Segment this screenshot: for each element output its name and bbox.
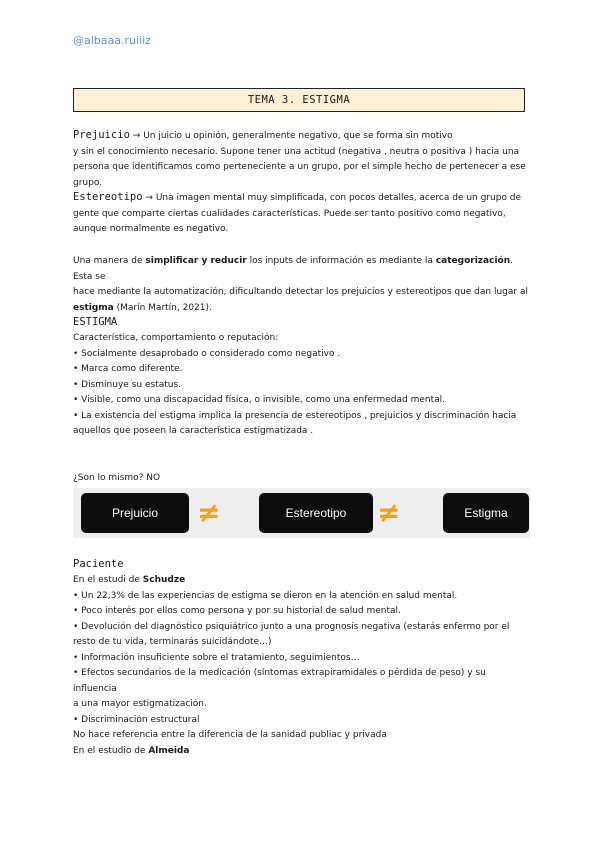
list-item: • Un 22,3% de las experiencias de estigma se dieron en la atención en salud mental. [73, 590, 458, 601]
estereotipo-definition [73, 190, 528, 238]
list-item: • Poco interés por ellos como persona y por su historial de salud mental. [73, 606, 401, 616]
bold-term: estigma [73, 302, 114, 313]
text-line: persona que identificamos como perteneciente a un grupo, por el simple hecho de pertenecer a ese [73, 162, 526, 172]
text-span: En el estudi de [73, 575, 143, 585]
section-heading-estigma: ESTIGMA [73, 316, 118, 328]
not-equal-icon: ≠ [377, 496, 401, 529]
text-span: los inputs de información es mediante la [246, 256, 436, 266]
list-item: • Socialmente desaprobado o considerado como negativo . [73, 348, 341, 359]
question-line: ¿Son lo mismo? NO [73, 473, 161, 483]
list-item-continued: aquellos que poseen la característica estigmatizada . [73, 426, 314, 436]
text-line: y sin el conocimiento necesario. Supone tener una actitud (negativa , neutra o positiva ) hacia una [73, 146, 520, 157]
text-line: gente que comparte ciertas cualidades características. Puede ser tanto positivo como negativo, [73, 208, 506, 219]
term-prejuicio: Prejuicio [73, 129, 130, 141]
list-item-continued: resto de tu vida, terminarás suicidándote…) [73, 637, 272, 647]
list-item: • Información insuficiente sobre el tratamiento, seguimientos… [73, 652, 360, 663]
arrow-icon: → [132, 131, 141, 141]
note-line: No hace referencia entre la diferencia de la sanidad publiac y privada [73, 730, 387, 740]
not-equal-icon: ≠ [197, 496, 221, 529]
title-text: TEMA 3. ESTIGMA [247, 94, 351, 106]
text-span: (Marín Martín, 2021). [113, 302, 212, 313]
pill-estigma: Estigma [443, 493, 529, 533]
text-line: aunque normalmente es negativo. [73, 224, 229, 234]
pill-estereotipo: Estereotipo [259, 493, 373, 533]
list-item: • Visible, como una discapacidad física, o invisible, como una enfermedad mental. [73, 395, 445, 405]
prejuicio-definition [73, 128, 528, 191]
term-estereotipo: Estereotipo [73, 191, 143, 203]
text-line: Una imagen mental muy simplificada, con pocos detalles, acerca de un grupo de [152, 193, 522, 203]
bold-term: Schudze [142, 575, 186, 585]
list-item: • Discriminación estructural [73, 714, 200, 725]
comparison-graphic [73, 488, 530, 538]
text-span: Una manera de [73, 256, 146, 266]
estigma-list [73, 331, 528, 440]
categorizacion-paragraph [73, 254, 528, 316]
list-item: • Devolución del diagnóstico psiquiátrico junto a una prognosis negativa (estarás enfermo por el [73, 621, 510, 632]
almeida-line [73, 744, 528, 760]
author-handle: @albaaa.ruiiiz [73, 34, 151, 47]
bold-term: simplificar y reducir [145, 256, 247, 266]
list-item: • Marca como diferente. [73, 364, 183, 374]
text-line: grupo. [73, 177, 103, 188]
text-line: Característica, comportamiento o reputación: [73, 333, 279, 343]
pill-prejuicio: Prejuicio [81, 493, 189, 533]
list-item: • Efectos secundarios de la medicación (síntomas extrapiramidales o pérdida de peso) y su influencia [73, 668, 486, 694]
text-line: Un juicio u opinión, generalmente negativo, que se forma sin motivo [140, 131, 453, 141]
list-item: • La existencia del estigma implica la presencia de estereotipos , prejuicios y discriminación hacia [73, 410, 517, 421]
page-title [73, 88, 525, 112]
list-item: • Disminuye su estatus. [73, 379, 181, 390]
list-item-continued: a una mayor estigmatización. [73, 699, 207, 709]
arrow-icon: → [145, 193, 153, 203]
paciente-list [73, 573, 528, 744]
bold-term: Almeida [148, 746, 190, 756]
text-line: hace mediante la automatización, dificultando detectar los prejuicios y estereotipos que dan lugar al [73, 287, 528, 297]
text-span: En el estudio de [73, 746, 149, 756]
text-span: . Esta se [73, 256, 513, 282]
bold-term: categorización [435, 256, 511, 266]
section-heading-paciente: Paciente [73, 558, 124, 570]
